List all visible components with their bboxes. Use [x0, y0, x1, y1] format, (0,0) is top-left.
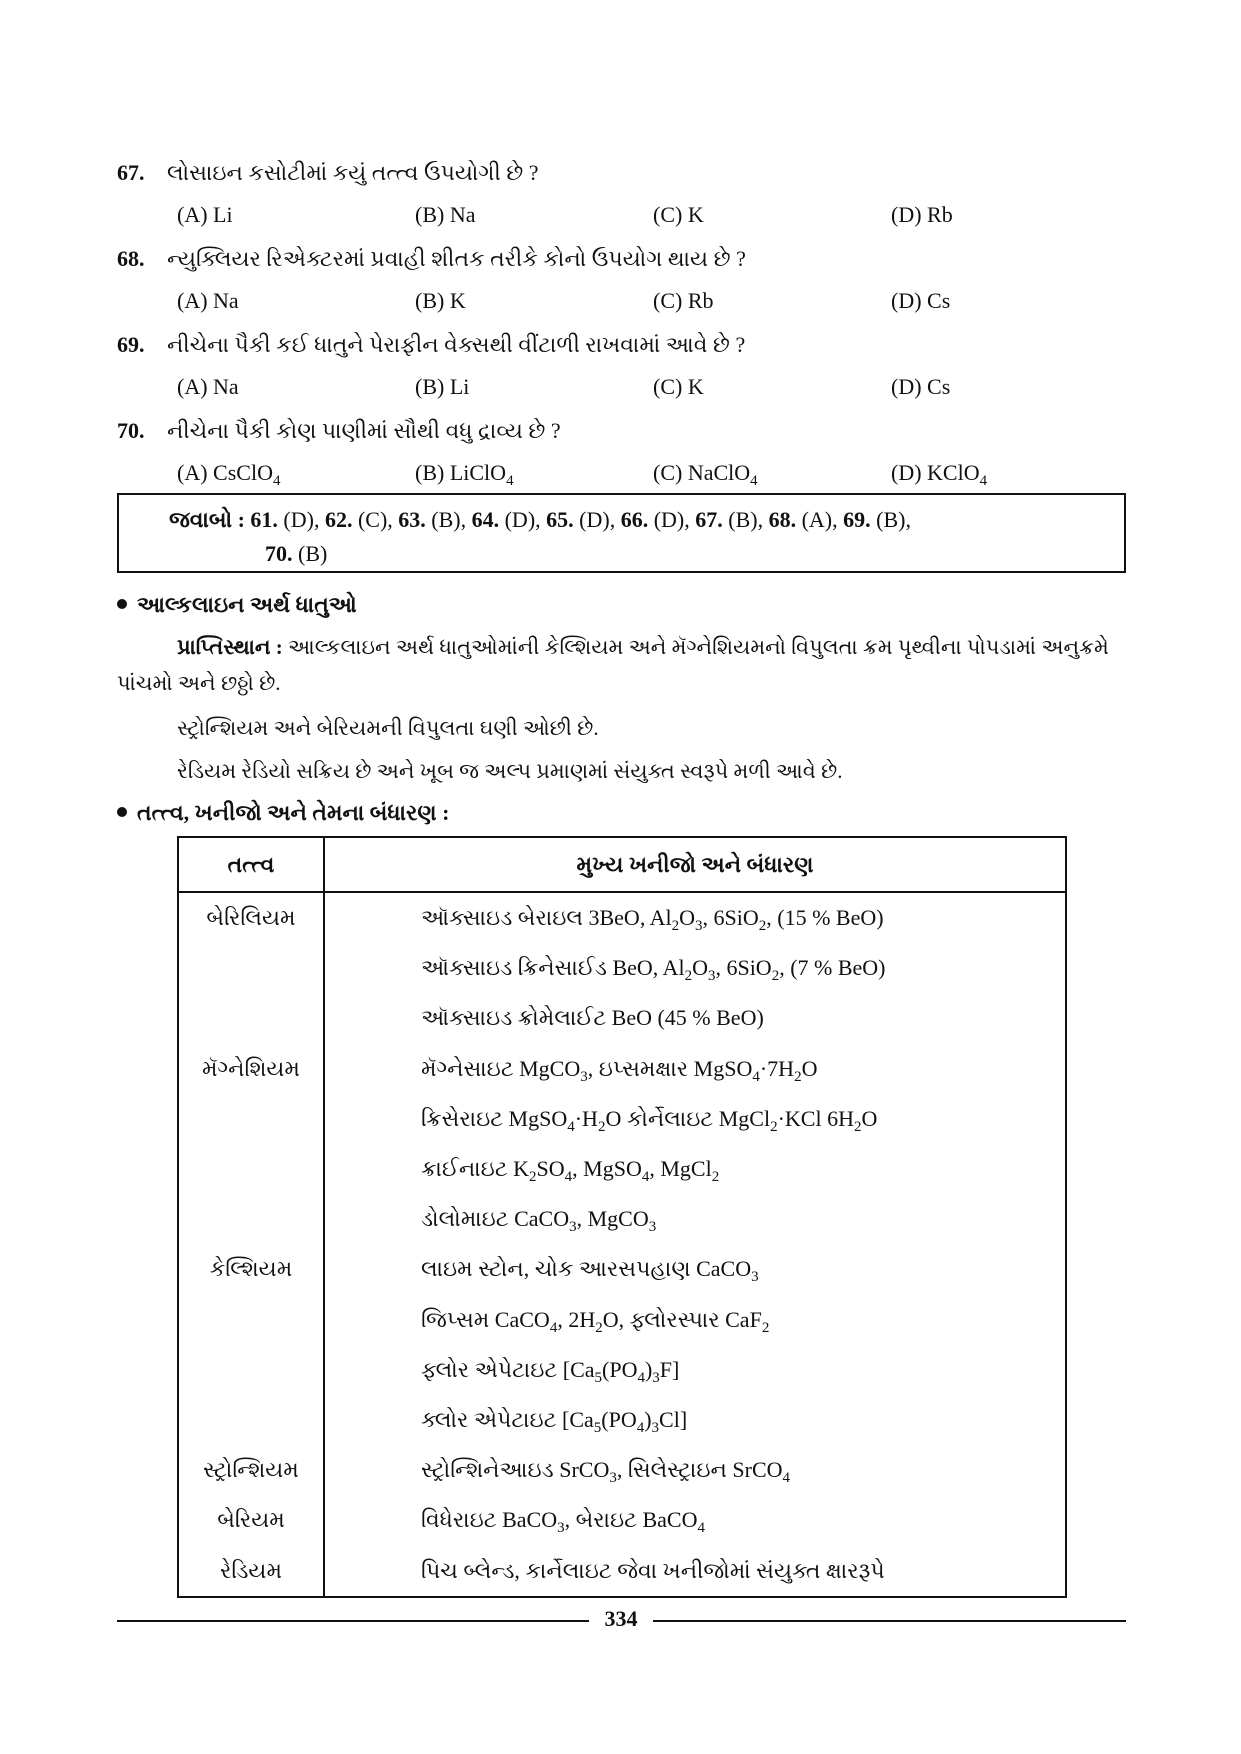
option-text: Cs	[927, 288, 951, 313]
element-cell	[178, 1345, 324, 1395]
answer-option: (B),	[728, 507, 764, 532]
question-1	[117, 160, 539, 186]
section-heading-alkaline-earth	[117, 592, 357, 618]
question-number: 68.	[117, 246, 145, 271]
answer-option: (A),	[801, 507, 838, 532]
mineral-cell: પિચ બ્લેન્ડ, કાર્નેલાઇટ જેવા ખનીજોમાં સંયુક્ત ક્ષારરૂપે	[324, 1545, 1066, 1596]
mineral-cell: જિપ્સમ CaCO$_4$, $2H_2O$, ફ્લોરસ્પાર CaF$_2$	[324, 1295, 1066, 1345]
option-subscript: 4	[750, 473, 758, 489]
option	[653, 374, 704, 400]
table-row	[178, 1545, 1066, 1596]
question-text: ન્યુક્લિયર રિએક્ટરમાં પ્રવાહી શીતક તરીકે કોનો ઉપયોગ થાય છે ?	[167, 246, 746, 271]
footer-rule-right	[653, 1620, 1126, 1622]
option-label: (C)	[653, 202, 683, 227]
option-label: (B)	[415, 460, 445, 485]
header-minerals: મુખ્ય ખનીજો અને બંધારણ	[324, 837, 1066, 892]
option	[177, 288, 239, 314]
answer-question-number: 61.	[250, 507, 278, 532]
option-label: (D)	[891, 202, 922, 227]
answer-key-box	[117, 493, 1126, 573]
option	[653, 202, 704, 228]
answer-option: (B)	[298, 541, 328, 566]
table-row	[178, 1395, 1066, 1445]
option-label: (B)	[415, 374, 445, 399]
option-subscript: 4	[506, 473, 514, 489]
answer-option: (D),	[579, 507, 616, 532]
bullet-icon	[117, 599, 127, 609]
option-text: Rb	[927, 202, 953, 227]
table-row	[178, 1495, 1066, 1545]
option	[891, 460, 988, 489]
question-text: નીચેના પૈકી કઈ ધાતુને પેરાફીન વેક્સથી વીંટાળી રાખવામાં આવે છે ?	[167, 332, 746, 357]
option-label: (A)	[177, 202, 208, 227]
strontium-barium-paragraph: સ્ટ્રોન્શિયમ અને બેરિયમની વિપુલતા ઘણી ઓછી છે.	[177, 716, 599, 740]
mineral-cell: લાઇમ સ્ટોન, ચોક આરસપહાણ CaCO$_3$	[324, 1244, 1066, 1294]
element-cell	[178, 1144, 324, 1194]
header-element: તત્ત્વ	[178, 837, 324, 892]
element-cell: કેલ્શિયમ	[178, 1244, 324, 1294]
element-cell	[178, 1194, 324, 1244]
table-row	[178, 993, 1066, 1043]
table-row	[178, 1244, 1066, 1294]
mineral-cell: ઑક્સાઇડ ક્રોમેલાઈટ BeO (45 % BeO)	[324, 993, 1066, 1043]
option-text: NaClO	[687, 460, 751, 485]
option-text: CsClO	[213, 460, 273, 485]
option	[891, 202, 953, 228]
answer-question-number: 65.	[546, 507, 574, 532]
section-heading-minerals	[117, 800, 449, 826]
question-3	[117, 332, 745, 358]
answer-key-label: જવાબો :	[169, 507, 245, 532]
option-subscript: 4	[979, 473, 988, 489]
option-text: Cs	[927, 374, 951, 399]
table-row	[178, 1194, 1066, 1244]
occurrence-text-1: આલ્કલાઇન અર્થ ધાતુઓમાંની કેલ્શિયમ અને મૅગ્નેશિયમનો વિપુલતા ક્રમ પૃથ્વીના પોપડામાં અનુક્રમે	[288, 635, 1109, 659]
question-text: નીચેના પૈકી કોણ પાણીમાં સૌથી વધુ દ્રાવ્ય છે ?	[167, 418, 561, 443]
option	[653, 460, 758, 489]
question-number: 69.	[117, 332, 145, 357]
answer-question-number: 64.	[471, 507, 500, 532]
option-label: (A)	[177, 374, 208, 399]
question-4	[117, 418, 561, 444]
mineral-cell: ડોલોમાઇટ CaCO$_3$, MgCO$_3$	[324, 1194, 1066, 1244]
answer-key-line-1	[169, 507, 911, 533]
answer-question-number: 67.	[695, 507, 723, 532]
element-cell	[178, 1395, 324, 1445]
table-row	[178, 1445, 1066, 1495]
answer-option: (B),	[431, 507, 467, 532]
table-row	[178, 943, 1066, 993]
option-text: KClO	[927, 460, 980, 485]
mineral-cell: મૅગ્નેસાઇટ MgCO$_3$, ઇપ્સમક્ષાર $MgSO_4\cdot 7H_2O$	[324, 1044, 1066, 1094]
option-text: K	[687, 374, 704, 399]
element-cell: બેરિયમ	[178, 1495, 324, 1545]
answer-question-number: 66.	[620, 507, 649, 532]
element-cell	[178, 1094, 324, 1144]
section-heading-text: તત્ત્વ, ખનીજો અને તેમના બંધારણ :	[137, 800, 450, 825]
answer-option: (D),	[504, 507, 541, 532]
option	[177, 460, 281, 489]
option-label: (C)	[653, 460, 683, 485]
option-text: K	[449, 288, 466, 313]
option-label: (D)	[891, 460, 922, 485]
option-label: (C)	[653, 288, 683, 313]
option	[891, 288, 950, 314]
minerals-table	[177, 836, 1067, 1598]
radium-paragraph: રેડિયમ રેડિયો સક્રિય છે અને ખૂબ જ અલ્પ પ્રમાણમાં સંયુક્ત સ્વરૂપે મળી આવે છે.	[177, 759, 843, 783]
option	[415, 288, 466, 314]
table-row	[178, 1345, 1066, 1395]
mineral-cell: ઑક્સાઇડ ક્રિનેસાઈડ BeO, $Al_2O_3$, 6SiO$_2$, (7 % BeO)	[324, 943, 1066, 993]
option-label: (C)	[653, 374, 683, 399]
bullet-icon	[117, 807, 127, 817]
option	[177, 374, 239, 400]
element-cell	[178, 993, 324, 1043]
option-label: (A)	[177, 288, 208, 313]
option-text: Na	[449, 202, 476, 227]
mineral-cell: ઑક્સાઇડ બેરાઇલ 3BeO, $Al_2O_3$, 6SiO$_2$, (15 % BeO)	[324, 892, 1066, 943]
option	[891, 374, 950, 400]
mineral-cell: ફ્લોર એપેટાઇટ $[Ca_5(PO_4)_3F]$	[324, 1345, 1066, 1395]
occurrence-paragraph-line-1	[177, 635, 1109, 660]
option-text: Na	[213, 288, 239, 313]
question-number: 67.	[117, 160, 145, 185]
option-label: (B)	[415, 202, 445, 227]
answer-key-line-2	[265, 541, 327, 567]
page-number: 334	[604, 1606, 638, 1631]
answer-question-number: 62.	[324, 507, 353, 532]
option-text: LiClO	[449, 460, 507, 485]
option-label: (A)	[177, 460, 208, 485]
option-text: Rb	[687, 288, 714, 313]
occurrence-paragraph-line-2: પાંચમો અને છઠ્ઠો છે.	[117, 671, 281, 695]
option-label: (B)	[415, 288, 445, 313]
option-text: Li	[449, 374, 470, 399]
table-row	[178, 1144, 1066, 1194]
occurrence-label: પ્રાપ્તિસ્થાન :	[177, 635, 283, 659]
section-heading-text: આલ્કલાઇન અર્થ ધાતુઓ	[137, 592, 357, 617]
footer-rule-left	[117, 1620, 589, 1622]
option-text: K	[687, 202, 704, 227]
answer-question-number: 68.	[768, 507, 797, 532]
answer-question-number: 70.	[265, 541, 293, 566]
table-header-row	[178, 837, 1066, 892]
option-label: (D)	[891, 288, 922, 313]
answer-option: (D),	[283, 507, 320, 532]
option	[415, 202, 475, 228]
option	[177, 202, 233, 228]
table-row	[178, 1295, 1066, 1345]
element-cell	[178, 943, 324, 993]
option-text: Na	[213, 374, 239, 399]
question-2	[117, 246, 746, 272]
mineral-cell: ક્લોર એપેટાઇટ $[Ca_5(PO_4)_3Cl]$	[324, 1395, 1066, 1445]
element-cell: સ્ટ્રોન્શિયમ	[178, 1445, 324, 1495]
table-row	[178, 1044, 1066, 1094]
option	[653, 288, 714, 314]
mineral-cell: ક્રાઈનાઇટ $K_2SO_4$, MgSO$_4$, MgCl$_2$	[324, 1144, 1066, 1194]
mineral-cell: સ્ટ્રોન્શિનેઆઇડ SrCO$_3$, સિલેસ્ટ્રાઇન SrCO$_4$	[324, 1445, 1066, 1495]
option-subscript: 4	[272, 473, 281, 489]
option	[415, 374, 469, 400]
option-text: Li	[213, 202, 233, 227]
answer-question-number: 63.	[398, 507, 426, 532]
answer-question-number: 69.	[843, 507, 871, 532]
question-text: લોસાઇન કસોટીમાં કયું તત્ત્વ ઉપયોગી છે ?	[167, 160, 539, 185]
table-row	[178, 1094, 1066, 1144]
answer-option: (C),	[357, 507, 393, 532]
element-cell	[178, 1295, 324, 1345]
answer-option: (B),	[876, 507, 911, 532]
mineral-cell: વિધેરાઇટ BaCO$_3$, બેરાઇટ BaCO$_4$	[324, 1495, 1066, 1545]
answer-option: (D),	[653, 507, 690, 532]
table-row	[178, 892, 1066, 943]
option-label: (D)	[891, 374, 922, 399]
question-number: 70.	[117, 418, 145, 443]
mineral-cell: ક્રિસેરાઇટ $MgSO_4\cdot H_2O$ કોર્નેલાઇટ MgCl$_2$·KCl $6H_2O$	[324, 1094, 1066, 1144]
element-cell: મૅગ્નેશિયમ	[178, 1044, 324, 1094]
element-cell: રેડિયમ	[178, 1545, 324, 1596]
element-cell: બેરિલિયમ	[178, 892, 324, 943]
option	[415, 460, 514, 489]
